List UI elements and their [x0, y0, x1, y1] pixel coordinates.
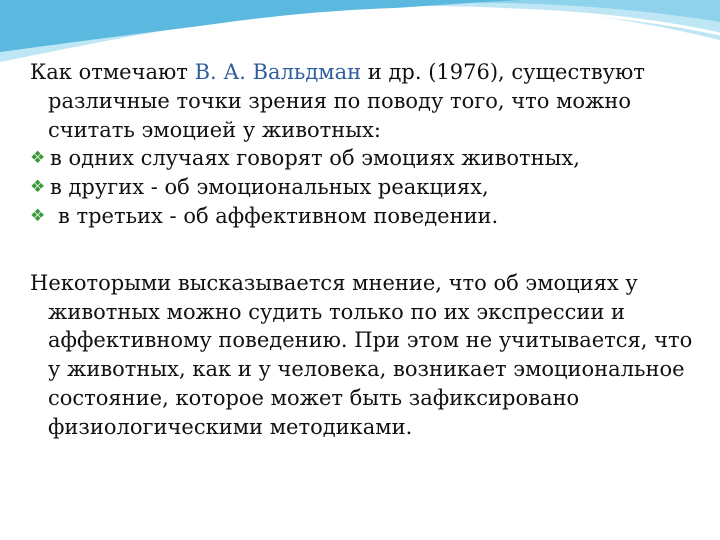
- intro-before: Как отмечают: [30, 60, 195, 84]
- list-item: ❖ в других - об эмоциональных реакциях,: [30, 173, 695, 202]
- slide-body: [30, 58, 695, 442]
- second-paragraph: Некоторыми высказывается мнение, что об эмоциях у животных можно судить только по их экспрессии и аффективному поведению. При этом не учитывается, что у животных, как и у человека, возникает эмоциональное состояние, которое может быть зафиксировано физиологическими методиками.: [30, 270, 693, 439]
- green-diamond-bullet-icon: ❖: [30, 177, 46, 198]
- list-item: ❖ в одних случаях говорят об эмоциях животных,: [30, 144, 695, 173]
- list-item: ❖ в третьих - об аффективном поведении.: [30, 202, 695, 231]
- author-name: В. А. Вальдман: [194, 60, 362, 84]
- bullet-list: [30, 144, 695, 230]
- green-diamond-bullet-icon: ❖: [30, 205, 46, 226]
- green-diamond-bullet-icon: ❖: [30, 148, 46, 169]
- intro-after: и др. (1976), существуют различные точки зрения по поводу того, что можно считать эмоцией у животных:: [48, 60, 645, 142]
- intro-paragraph: [30, 58, 695, 144]
